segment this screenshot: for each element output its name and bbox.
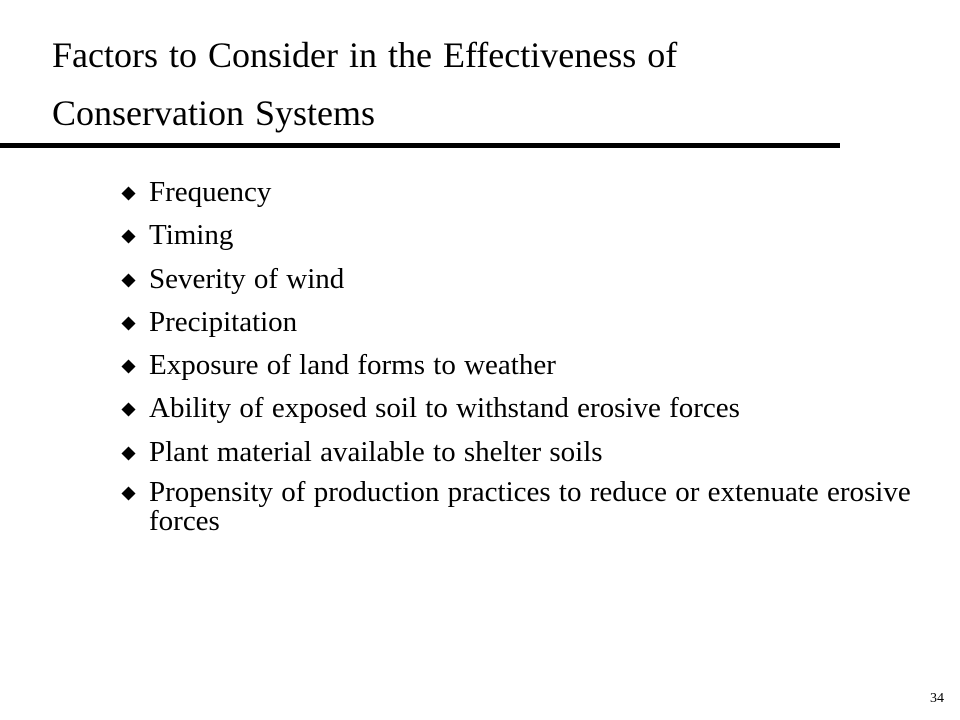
bullet-text: Precipitation <box>149 305 298 338</box>
diamond-bullet-icon <box>121 446 136 461</box>
list-item <box>121 305 921 340</box>
diamond-bullet-icon <box>121 186 136 201</box>
bullet-text: Plant material available to shelter soils <box>149 435 603 468</box>
page-number: 34 <box>930 691 944 706</box>
diamond-bullet-icon <box>121 359 136 374</box>
slide-title: Factors to Consider in the Effectiveness of Conservation Systems <box>52 35 678 133</box>
diamond-bullet-icon <box>121 316 136 331</box>
bullet-text: Ability of exposed soil to withstand erosive forces <box>149 392 740 425</box>
list-item <box>121 478 921 536</box>
bullet-text: Timing <box>149 219 234 252</box>
list-item <box>121 262 921 297</box>
list-item <box>121 218 921 253</box>
bullet-text: Severity of wind <box>149 262 345 295</box>
diamond-bullet-icon <box>121 486 136 501</box>
list-item <box>121 348 921 383</box>
list-item <box>121 391 921 426</box>
list-item <box>121 435 921 470</box>
bullet-text: Frequency <box>149 176 272 208</box>
diamond-bullet-icon <box>121 273 136 288</box>
list-item <box>121 175 921 210</box>
title-divider <box>0 143 840 148</box>
bullet-text: Exposure of land forms to weather <box>149 349 556 382</box>
bullet-list <box>121 175 921 544</box>
diamond-bullet-icon <box>121 229 136 244</box>
bullet-text: Propensity of production practices to reduce or extenuate erosive forces <box>149 476 911 538</box>
diamond-bullet-icon <box>121 402 136 417</box>
